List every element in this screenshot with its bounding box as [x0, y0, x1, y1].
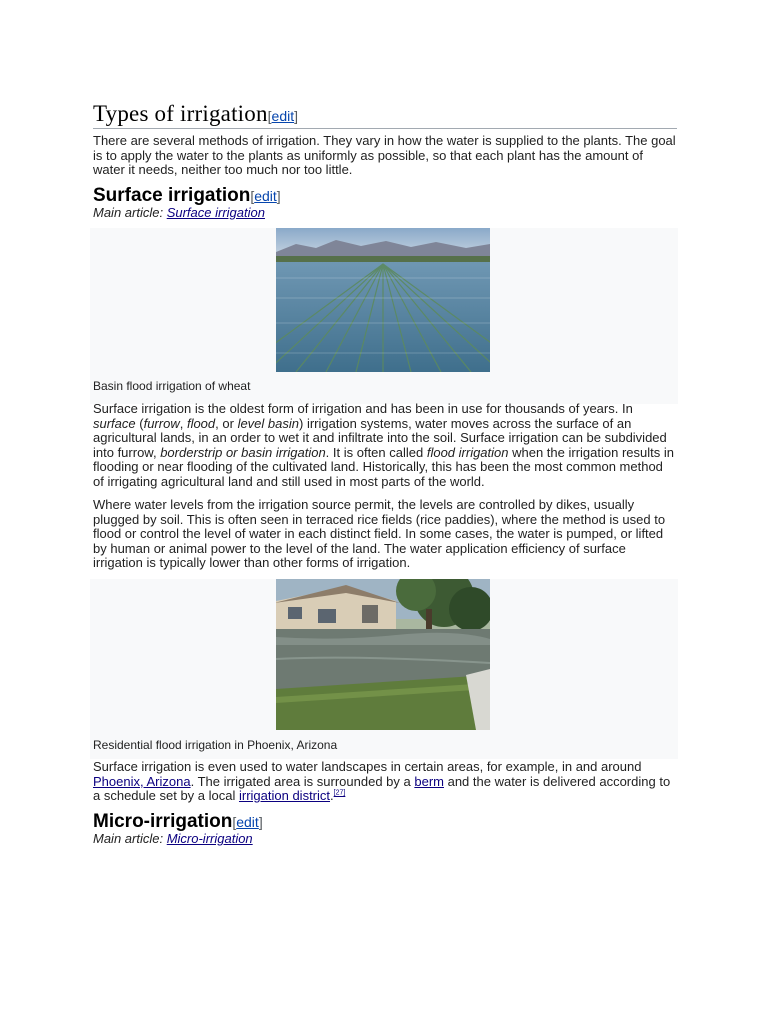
main-article-hatnote-micro: Main article: Micro-irrigation	[93, 831, 253, 846]
edit-link-types[interactable]: edit	[271, 108, 295, 124]
link-irrigation-district[interactable]: irrigation district	[238, 788, 331, 804]
section-heading-types-of-irrigation	[93, 100, 677, 129]
edit-link-surface[interactable]: edit	[254, 188, 277, 204]
section-title: Types of irrigation	[93, 101, 268, 126]
figure-caption-basin: Basin flood irrigation of wheat	[93, 379, 251, 393]
main-article-link-surface[interactable]: Surface irrigation	[166, 205, 265, 220]
main-article-link-micro[interactable]: Micro-irrigation	[166, 831, 253, 846]
figure-basin-flood	[90, 228, 678, 404]
surface-heading-text: Surface irrigation	[93, 185, 251, 206]
main-article-hatnote-surface: Main article: Surface irrigation	[93, 205, 265, 220]
wheat-field-photo-icon	[276, 228, 490, 372]
edit-section-link-wrapper: [edit]	[267, 108, 299, 124]
surface-paragraph-1: Surface irrigation is the oldest form of irrigation and has been in use for thousands of years. In surface (furrow, flood, or level basin) irrigation systems, water moves across the surface of an agricultural lands, in an order to wet it and infiltrate into the soil. Surface irrigation can be subdivided into furrow, borderstrip or basin irrigation. It is often called flood irrigation when the irrigation results in flooding or near flooding of the cultivated land. Historically, this has been the most common method of irrigating agricultural land and still used in most parts of the world.	[93, 401, 674, 489]
wheat-field-image[interactable]	[276, 228, 490, 372]
intro-paragraph: There are several methods of irrigation. They vary in how the water is supplied to the plants. The goal is to apply the water to the plants as uniformly as possible, so that each plant has the amount of water it needs, neither too much nor too little.	[93, 133, 676, 178]
residential-flood-image[interactable]	[276, 579, 490, 730]
figure-residential-flood	[90, 579, 678, 759]
edit-link-micro[interactable]: edit	[236, 814, 259, 830]
surface-paragraph-3: Surface irrigation is even used to water landscapes in certain areas, for example, in and around Phoenix, Arizona. The irrigated area is surrounded by a berm and the water is delivered according to a schedule set by a local irrigation district.[27]	[93, 759, 671, 804]
reference-27[interactable]: [27]	[333, 789, 346, 797]
subsection-heading-surface: Surface irrigation[edit]	[93, 185, 281, 206]
link-berm[interactable]: berm	[414, 773, 444, 789]
surface-paragraph-2: Where water levels from the irrigation source permit, the levels are controlled by dikes, usually plugged by soil. This is often seen in terraced rice fields (rice paddies), where the method is used to flood or control the level of water in each distinct field. In some cases, the water is pumped, or lifted by human or animal power to the level of the land. The water application efficiency of surface irrigation is typically lower than other forms of irrigation.	[93, 497, 666, 571]
residential-flood-photo-icon	[276, 579, 490, 730]
figure-caption-residential: Residential flood irrigation in Phoenix, Arizona	[93, 738, 338, 752]
micro-heading-text: Micro-irrigation	[93, 811, 233, 832]
link-phoenix-arizona[interactable]: Phoenix, Arizona	[93, 773, 191, 789]
subsection-heading-micro: Micro-irrigation[edit]	[93, 811, 263, 832]
